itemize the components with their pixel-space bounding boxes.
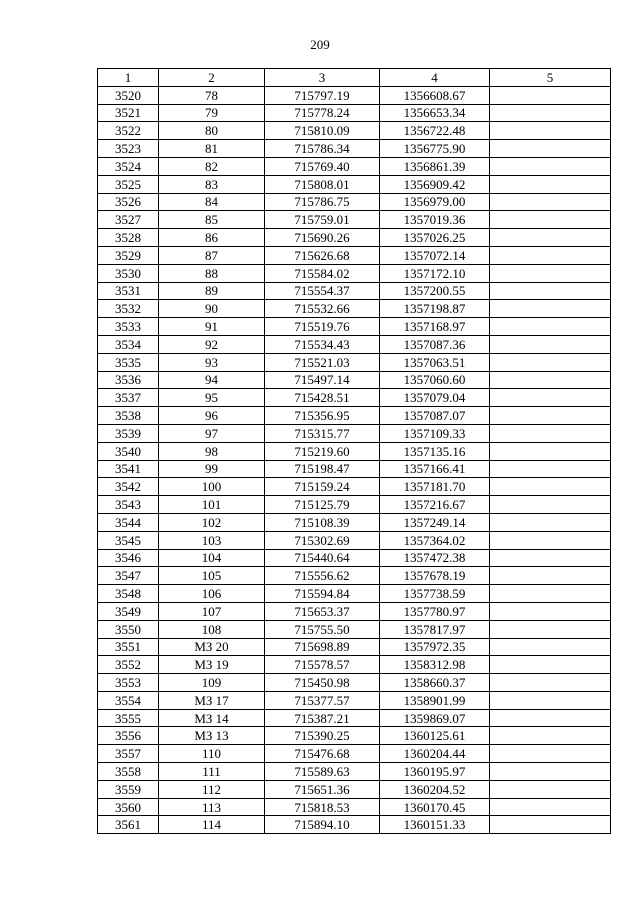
table-cell-col-3: 715894.10 [265, 816, 380, 834]
table-row [98, 585, 611, 603]
table-row [98, 140, 611, 158]
table-cell-col-5 [490, 602, 611, 620]
table-cell-col-5 [490, 122, 611, 140]
table-cell-col-3: 715755.50 [265, 620, 380, 638]
table-cell-col-5 [490, 407, 611, 425]
table-cell-col-2: 87 [159, 246, 265, 264]
table-cell-col-4: 1357972.35 [380, 638, 490, 656]
table-cell-col-3: 715797.19 [265, 86, 380, 104]
table-cell-col-2: 79 [159, 104, 265, 122]
table-cell-col-3: 715428.51 [265, 389, 380, 407]
table-cell-col-1: 3533 [98, 318, 159, 336]
table-cell-col-2: 96 [159, 407, 265, 425]
table-cell-col-1: 3560 [98, 798, 159, 816]
table-cell-col-4: 1360195.97 [380, 763, 490, 781]
table-cell-col-5 [490, 620, 611, 638]
table-cell-col-1: 3530 [98, 264, 159, 282]
table-cell-col-3: 715159.24 [265, 478, 380, 496]
table-cell-col-1: 3551 [98, 638, 159, 656]
table-row [98, 371, 611, 389]
table-row [98, 229, 611, 247]
table-cell-col-4: 1357216.67 [380, 496, 490, 514]
table-cell-col-3: 715808.01 [265, 175, 380, 193]
table-cell-col-5 [490, 318, 611, 336]
table-row [98, 691, 611, 709]
table-cell-col-1: 3552 [98, 656, 159, 674]
table-cell-col-4: 1360170.45 [380, 798, 490, 816]
table-row [98, 300, 611, 318]
table-cell-col-5 [490, 193, 611, 211]
table-row [98, 424, 611, 442]
table-cell-col-4: 1356722.48 [380, 122, 490, 140]
table-cell-col-3: 715653.37 [265, 602, 380, 620]
table-cell-col-3: 715786.34 [265, 140, 380, 158]
table-cell-col-5 [490, 780, 611, 798]
table-cell-col-3: 715377.57 [265, 691, 380, 709]
table-cell-col-1: 3546 [98, 549, 159, 567]
header-cell-4: 4 [380, 69, 490, 87]
table-cell-col-4: 1357198.87 [380, 300, 490, 318]
table-cell-col-5 [490, 335, 611, 353]
table-cell-col-5 [490, 674, 611, 692]
table-cell-col-2: 102 [159, 513, 265, 531]
table-cell-col-3: 715108.39 [265, 513, 380, 531]
table-row [98, 798, 611, 816]
table-cell-col-1: 3524 [98, 157, 159, 175]
table-cell-col-3: 715302.69 [265, 531, 380, 549]
table-cell-col-2: 83 [159, 175, 265, 193]
table-cell-col-1: 3531 [98, 282, 159, 300]
table-cell-col-5 [490, 585, 611, 603]
table-cell-col-1: 3545 [98, 531, 159, 549]
table-cell-col-4: 1357168.97 [380, 318, 490, 336]
table-cell-col-3: 715778.24 [265, 104, 380, 122]
table-cell-col-4: 1357200.55 [380, 282, 490, 300]
table-cell-col-3: 715818.53 [265, 798, 380, 816]
table-cell-col-4: 1357181.70 [380, 478, 490, 496]
table-cell-col-3: 715594.84 [265, 585, 380, 603]
table-cell-col-4: 1360125.61 [380, 727, 490, 745]
table-cell-col-5 [490, 371, 611, 389]
table-cell-col-2: 99 [159, 460, 265, 478]
table-cell-col-4: 1357019.36 [380, 211, 490, 229]
table-row [98, 727, 611, 745]
table-cell-col-4: 1360204.44 [380, 745, 490, 763]
table-cell-col-1: 3541 [98, 460, 159, 478]
table-cell-col-4: 1357166.41 [380, 460, 490, 478]
table-cell-col-4: 1358660.37 [380, 674, 490, 692]
table-cell-col-1: 3536 [98, 371, 159, 389]
table-cell-col-1: 3539 [98, 424, 159, 442]
table-cell-col-3: 715810.09 [265, 122, 380, 140]
table-cell-col-2: 111 [159, 763, 265, 781]
table-body [98, 69, 611, 834]
table-cell-col-2: 78 [159, 86, 265, 104]
table-cell-col-5 [490, 86, 611, 104]
table-cell-col-3: 715476.68 [265, 745, 380, 763]
table-cell-col-4: 1357678.19 [380, 567, 490, 585]
table-cell-col-5 [490, 442, 611, 460]
table-cell-col-4: 1357087.07 [380, 407, 490, 425]
table-cell-col-3: 715315.77 [265, 424, 380, 442]
table-row [98, 567, 611, 585]
table-cell-col-2: 82 [159, 157, 265, 175]
table-cell-col-2: 113 [159, 798, 265, 816]
table-cell-col-1: 3549 [98, 602, 159, 620]
table-cell-col-1: 3529 [98, 246, 159, 264]
table-row [98, 513, 611, 531]
table-cell-col-4: 1357026.25 [380, 229, 490, 247]
table-cell-col-5 [490, 140, 611, 158]
table-cell-col-4: 1356775.90 [380, 140, 490, 158]
table-cell-col-5 [490, 175, 611, 193]
table-cell-col-5 [490, 104, 611, 122]
table-cell-col-5 [490, 816, 611, 834]
table-cell-col-5 [490, 763, 611, 781]
table-cell-col-4: 1358901.99 [380, 691, 490, 709]
table-cell-col-3: 715521.03 [265, 353, 380, 371]
table-cell-col-2: 95 [159, 389, 265, 407]
table-row [98, 264, 611, 282]
table-cell-col-1: 3523 [98, 140, 159, 158]
table-cell-col-3: 715198.47 [265, 460, 380, 478]
table-cell-col-4: 1356653.34 [380, 104, 490, 122]
table-row [98, 816, 611, 834]
table-cell-col-2: МЗ 17 [159, 691, 265, 709]
table-cell-col-2: 109 [159, 674, 265, 692]
table-cell-col-2: 97 [159, 424, 265, 442]
table-cell-col-3: 715497.14 [265, 371, 380, 389]
table-row [98, 780, 611, 798]
table-cell-col-1: 3561 [98, 816, 159, 834]
table-cell-col-2: МЗ 14 [159, 709, 265, 727]
table-row [98, 389, 611, 407]
table-cell-col-3: 715219.60 [265, 442, 380, 460]
table-cell-col-2: 86 [159, 229, 265, 247]
table-cell-col-3: 715759.01 [265, 211, 380, 229]
header-cell-3: 3 [265, 69, 380, 87]
table-row [98, 674, 611, 692]
table-cell-col-1: 3554 [98, 691, 159, 709]
table-row [98, 193, 611, 211]
table-cell-col-3: 715387.21 [265, 709, 380, 727]
table-row [98, 620, 611, 638]
table-cell-col-3: 715450.98 [265, 674, 380, 692]
table-cell-col-4: 1357135.16 [380, 442, 490, 460]
table-cell-col-3: 715589.63 [265, 763, 380, 781]
table-cell-col-3: 715786.75 [265, 193, 380, 211]
table-row [98, 442, 611, 460]
table-row [98, 745, 611, 763]
page-number: 209 [310, 37, 330, 52]
table-row [98, 86, 611, 104]
table-cell-col-3: 715626.68 [265, 246, 380, 264]
table-cell-col-2: 91 [159, 318, 265, 336]
table-cell-col-4: 1359869.07 [380, 709, 490, 727]
table-cell-col-5 [490, 727, 611, 745]
table-cell-col-1: 3540 [98, 442, 159, 460]
table-cell-col-1: 3558 [98, 763, 159, 781]
table-cell-col-1: 3555 [98, 709, 159, 727]
table-cell-col-4: 1357072.14 [380, 246, 490, 264]
table-row [98, 335, 611, 353]
table-cell-col-2: 80 [159, 122, 265, 140]
table-cell-col-4: 1357817.97 [380, 620, 490, 638]
table-cell-col-5 [490, 300, 611, 318]
table-cell-col-1: 3522 [98, 122, 159, 140]
table-cell-col-2: 104 [159, 549, 265, 567]
table-cell-col-1: 3521 [98, 104, 159, 122]
table-cell-col-1: 3543 [98, 496, 159, 514]
table-cell-col-3: 715125.79 [265, 496, 380, 514]
header-cell-5: 5 [490, 69, 611, 87]
table-cell-col-3: 715578.57 [265, 656, 380, 674]
table-cell-col-5 [490, 460, 611, 478]
table-cell-col-2: 84 [159, 193, 265, 211]
table-cell-col-5 [490, 496, 611, 514]
table-cell-col-4: 1356909.42 [380, 175, 490, 193]
table-cell-col-4: 1357249.14 [380, 513, 490, 531]
table-cell-col-2: МЗ 20 [159, 638, 265, 656]
table-cell-col-5 [490, 549, 611, 567]
table-cell-col-2: 112 [159, 780, 265, 798]
table-row [98, 175, 611, 193]
header-cell-1: 1 [98, 69, 159, 87]
table-cell-col-2: 101 [159, 496, 265, 514]
table-cell-col-1: 3537 [98, 389, 159, 407]
table-cell-col-4: 1357079.04 [380, 389, 490, 407]
table-cell-col-4: 1360204.52 [380, 780, 490, 798]
table-row [98, 407, 611, 425]
table-cell-col-1: 3556 [98, 727, 159, 745]
table-cell-col-5 [490, 656, 611, 674]
table-cell-col-2: 103 [159, 531, 265, 549]
table-cell-col-4: 1357738.59 [380, 585, 490, 603]
table-row [98, 709, 611, 727]
table-row [98, 763, 611, 781]
table-cell-col-4: 1357172.10 [380, 264, 490, 282]
table-cell-col-1: 3520 [98, 86, 159, 104]
table-cell-col-4: 1357472.38 [380, 549, 490, 567]
table-row [98, 318, 611, 336]
table-row [98, 460, 611, 478]
table-cell-col-2: 94 [159, 371, 265, 389]
table-row [98, 104, 611, 122]
table-row [98, 549, 611, 567]
table-cell-col-5 [490, 709, 611, 727]
table-cell-col-5 [490, 424, 611, 442]
table-cell-col-4: 1357109.33 [380, 424, 490, 442]
table-cell-col-1: 3534 [98, 335, 159, 353]
table-cell-col-1: 3526 [98, 193, 159, 211]
table-row [98, 656, 611, 674]
table-cell-col-2: МЗ 19 [159, 656, 265, 674]
table-cell-col-2: 93 [159, 353, 265, 371]
table-cell-col-5 [490, 246, 611, 264]
table-cell-col-5 [490, 638, 611, 656]
table-row [98, 246, 611, 264]
table-cell-col-5 [490, 229, 611, 247]
table-row [98, 638, 611, 656]
table-cell-col-3: 715519.76 [265, 318, 380, 336]
table-cell-col-5 [490, 478, 611, 496]
table-cell-col-3: 715532.66 [265, 300, 380, 318]
table-cell-col-2: 88 [159, 264, 265, 282]
table-cell-col-2: 107 [159, 602, 265, 620]
table-cell-col-4: 1360151.33 [380, 816, 490, 834]
table-cell-col-5 [490, 282, 611, 300]
table-cell-col-2: 108 [159, 620, 265, 638]
table-cell-col-2: 114 [159, 816, 265, 834]
table-row [98, 478, 611, 496]
table-cell-col-4: 1356979.00 [380, 193, 490, 211]
table-cell-col-1: 3532 [98, 300, 159, 318]
table-cell-col-2: 110 [159, 745, 265, 763]
table-cell-col-1: 3538 [98, 407, 159, 425]
table-row [98, 353, 611, 371]
table-cell-col-2: 89 [159, 282, 265, 300]
table-cell-col-5 [490, 157, 611, 175]
table-cell-col-1: 3553 [98, 674, 159, 692]
table-cell-col-1: 3547 [98, 567, 159, 585]
table-cell-col-5 [490, 691, 611, 709]
table-cell-col-5 [490, 353, 611, 371]
table-cell-col-4: 1357087.36 [380, 335, 490, 353]
table-cell-col-2: 100 [159, 478, 265, 496]
table-row [98, 496, 611, 514]
table-cell-col-1: 3548 [98, 585, 159, 603]
table-cell-col-2: 105 [159, 567, 265, 585]
table-cell-col-5 [490, 211, 611, 229]
table-cell-col-3: 715356.95 [265, 407, 380, 425]
table-cell-col-3: 715554.37 [265, 282, 380, 300]
table-cell-col-2: 90 [159, 300, 265, 318]
table-row [98, 122, 611, 140]
table-cell-col-1: 3525 [98, 175, 159, 193]
table-row [98, 531, 611, 549]
table-cell-col-5 [490, 531, 611, 549]
table-row [98, 211, 611, 229]
table-cell-col-2: 92 [159, 335, 265, 353]
table-cell-col-5 [490, 798, 611, 816]
table-cell-col-5 [490, 567, 611, 585]
table-cell-col-2: МЗ 13 [159, 727, 265, 745]
table-cell-col-1: 3557 [98, 745, 159, 763]
table-cell-col-5 [490, 745, 611, 763]
table-cell-col-3: 715651.36 [265, 780, 380, 798]
table-row [98, 282, 611, 300]
table-cell-col-3: 715556.62 [265, 567, 380, 585]
table-cell-col-1: 3535 [98, 353, 159, 371]
table-row [98, 602, 611, 620]
table-cell-col-2: 106 [159, 585, 265, 603]
table-cell-col-1: 3544 [98, 513, 159, 531]
table-header-row [98, 69, 611, 87]
table-cell-col-2: 98 [159, 442, 265, 460]
table-cell-col-4: 1357060.60 [380, 371, 490, 389]
header-cell-2: 2 [159, 69, 265, 87]
table-cell-col-2: 85 [159, 211, 265, 229]
table-cell-col-1: 3559 [98, 780, 159, 798]
table-cell-col-5 [490, 264, 611, 282]
table-cell-col-4: 1357063.51 [380, 353, 490, 371]
table-cell-col-3: 715769.40 [265, 157, 380, 175]
table-row [98, 157, 611, 175]
table-cell-col-3: 715698.89 [265, 638, 380, 656]
table-cell-col-3: 715690.26 [265, 229, 380, 247]
table-cell-col-1: 3542 [98, 478, 159, 496]
table-cell-col-4: 1358312.98 [380, 656, 490, 674]
table-cell-col-2: 81 [159, 140, 265, 158]
table-cell-col-4: 1356861.39 [380, 157, 490, 175]
table-cell-col-3: 715534.43 [265, 335, 380, 353]
table-cell-col-4: 1356608.67 [380, 86, 490, 104]
table-cell-col-3: 715440.64 [265, 549, 380, 567]
table-cell-col-1: 3528 [98, 229, 159, 247]
table-cell-col-5 [490, 389, 611, 407]
table-cell-col-1: 3527 [98, 211, 159, 229]
table-cell-col-4: 1357780.97 [380, 602, 490, 620]
table-cell-col-3: 715584.02 [265, 264, 380, 282]
table-cell-col-5 [490, 513, 611, 531]
table-cell-col-3: 715390.25 [265, 727, 380, 745]
table-cell-col-1: 3550 [98, 620, 159, 638]
table-cell-col-4: 1357364.02 [380, 531, 490, 549]
coordinates-table [97, 68, 611, 834]
